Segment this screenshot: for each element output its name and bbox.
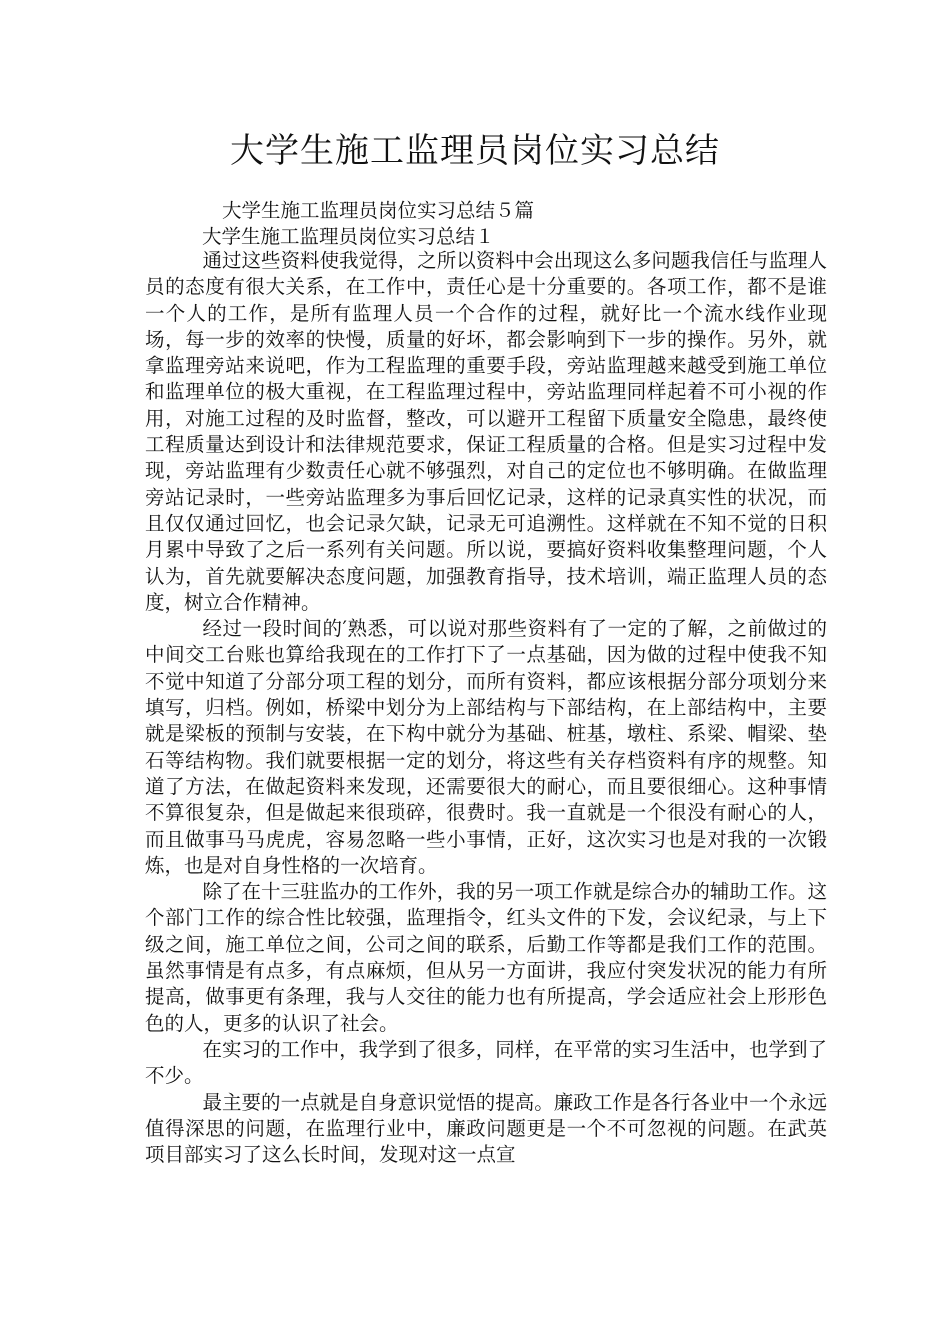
paragraph: 在实习的工作中，我学到了很多，同样，在平常的实习生活中，也学到了不少。 bbox=[145, 1037, 827, 1088]
paragraph: 通过这些资料使我觉得，之所以资料中会出现这么多问题我信任与监理人员的态度有很大关系，在工作中，责任心是十分重要的。各项工作，都不是谁一个人的工作，是所有监理人员一个合作的过程，就好比一个流水线作业现场，每一步的效率的快慢，质量的好坏，都会影响到下一步的操作。另外，就拿监理旁站来说吧，作为工程监理的重要手段，旁站监理越来越受到施工单位和监理单位的极大重视，在工程监理过程中，旁站监理同样起着不可小视的作用，对施工过程的及时监督，整改，可以避开工程留下质量安全隐患，最终使工程质量达到设计和法律规范要求，保证工程质量的合格。但是实习过程中发现，旁站监理有少数责任心就不够强烈，对自己的定位也不够明确。在做监理旁站记录时，一些旁站监理多为事后回忆记录，这样的记录真实性的状况，而且仅仅通过回忆，也会记录欠缺，记录无可追溯性。这样就在不知不觉的日积月累中导致了之后一系列有关问题。所以说，要搞好资料收集整理问题，个人认为，首先就要解决态度问题，加强教育指导，技术培训，端正监理人员的态度，树立合作精神。 bbox=[145, 249, 827, 614]
paragraph: 经过一段时间的′熟悉，可以说对那些资料有了一定的了解，之前做过的中间交工台账也算给我现在的工作打下了一点基础，因为做的过程中使我不知不觉中知道了分部分项工程的划分，而所有资料，都应该根据分部分项划分来填写，归档。例如，桥梁中划分为上部结构与下部结构，在上部结构中，主要就是梁板的预制与安装，在下构中就分为基础、桩基，墩柱、系梁、帽梁、垫石等结构物。我们就要根据一定的划分，将这些有关存档资料有序的规整。知道了方法，在做起资料来发现，还需要很大的耐心，而且要很细心。这种事情不算很复杂，但是做起来很琐碎，很费时。我一直就是一个很没有耐心的人，而且做事马马虎虎，容易忽略一些小事情，正好，这次实习也是对我的一次锻炼，也是对自身性格的一次培育。 bbox=[145, 617, 827, 877]
document-title: 大学生施工监理员岗位实习总结 bbox=[230, 131, 720, 171]
paragraph: 除了在十三驻监办的工作外，我的另一项工作就是综合办的辅助工作。这个部门工作的综合性比较强，监理指令，红头文件的下发，会议纪录，与上下级之间，施工单位之间，公司之间的联系，后勤工作等都是我们工作的范围。虽然事情是有点多，有点麻烦，但从另一方面讲，我应付突发状况的能力有所提高，做事更有条理，我与人交往的能力也有所提高，学会适应社会上形形色色的人，更多的认识了社会。 bbox=[145, 880, 827, 1035]
paragraph: 最主要的一点就是自身意识觉悟的提高。廉政工作是各行各业中一个永远值得深思的问题，在监理行业中，廉政问题更是一个不可忽视的问题。在武英项目部实习了这么长时间，发现对这一点宣 bbox=[145, 1090, 827, 1167]
document-subtitle: 大学生施工监理员岗位实习总结５篇 bbox=[222, 199, 535, 222]
section-heading: 大学生施工监理员岗位实习总结１ bbox=[202, 225, 495, 248]
document-body bbox=[145, 248, 827, 1168]
